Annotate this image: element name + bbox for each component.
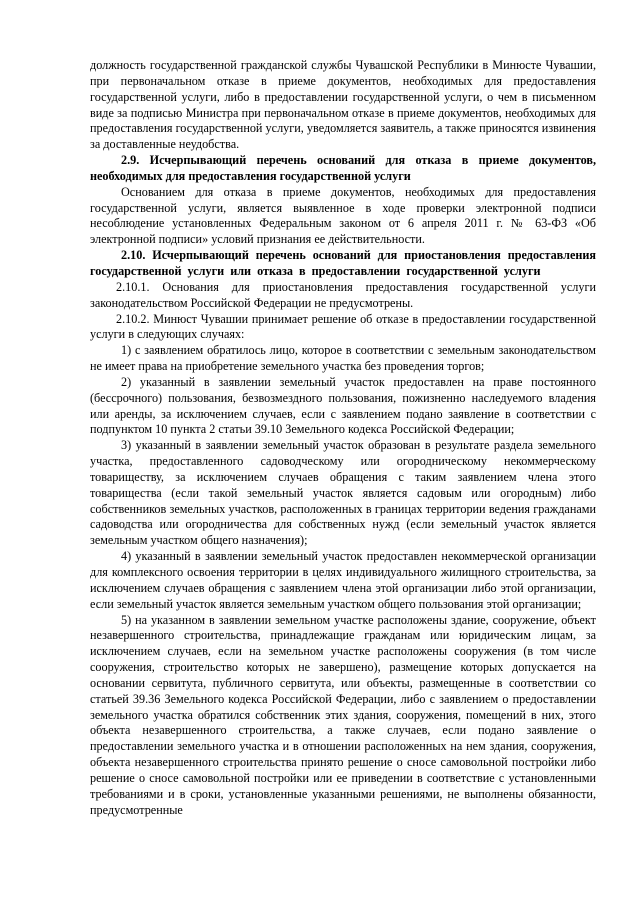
paragraph-2-9: Основанием для отказа в приеме документов, необходимых для предоставления государственной услуги, является выявленное в ходе проверки электронной подписи несоблюдение установленных Федеральным законом от 6 апреля 2011 г. № 63-ФЗ «Об электронной подписи» условий признания ее действительности. xyxy=(90,184,596,247)
document-body xyxy=(90,58,596,819)
paragraph-intro: должность государственной гражданской службы Чувашской Республики в Минюсте Чувашии, при первоначальном отказе в приеме документов, необходимых для предоставления государственной услуги, либо в предоставлении государственной услуги, о чем в письменном виде за подписью Министра при первоначальном отказе в приеме документов, необходимых для предоставления государственной услуги, уведомляется заявитель, а также приносятся извинения за доставленные неудобства. xyxy=(90,58,596,152)
section-heading-2-9: 2.9. Исчерпывающий перечень оснований для отказа в приеме документов, необходимых для предоставления государственной услуги xyxy=(90,153,596,183)
list-item-4: 4) указанный в заявлении земельный участок предоставлен некоммерческой организации для комплексного освоения территории в целях индивидуального жилищного строительства, за исключением случаев обращения с заявлением члена этой организации либо этой организации, если земельный участок является земельным участком общего пользования этой организации; xyxy=(90,549,596,611)
list-item-2: 2) указанный в заявлении земельный участок предоставлен на праве постоянного (бессрочного) пользования, безвозмездного пользования, пожизненно наследуемого владения или аренды, за исключением случаев, если с заявлением подано заявление в соответствии с подпунктом 10 пункта 2 статьи 39.10 Земельного кодекса Российской Федерации; xyxy=(90,374,596,437)
list-item-1: 1) с заявлением обратилось лицо, которое в соответствии с земельным законодательством не имеет права на приобретение земельного участка без проведения торгов; xyxy=(90,343,596,374)
paragraph-2-10-2: 2.10.2. Минюст Чувашии принимает решение об отказе в предоставлении государственной услуги в следующих случаях: xyxy=(90,311,596,342)
paragraph-2-10-1: 2.10.1. Основания для приостановления предоставления государственной услуги законодательством Российской Федерации не предусмотрены. xyxy=(90,279,596,310)
section-heading-2-10: 2.10. Исчерпывающий перечень оснований для приостановления предоставления государственной услуги или отказа в предоставлении государственной услуги xyxy=(90,248,596,278)
list-item-3: 3) указанный в заявлении земельный участок образован в результате раздела земельного участка, предоставленного садоводческому или огородническому некоммерческому товариществу, за исключением случаев обращения с таким заявлением члена этого товарищества (если такой земельный участок является садовым или огородным) либо собственников земельных участков, расположенных в границах территории ведения гражданами садоводства или огородничества для собственных нужд (если земельный участок является земельным участком общего назначения); xyxy=(90,438,596,548)
list-item-5: 5) на указанном в заявлении земельном участке расположены здание, сооружение, объект незавершенного строительства, принадлежащие гражданам или юридическим лицам, за исключением случаев, если на земельном участке расположены сооружения (в том числе сооружения, строительство которых не завершено), размещение которых допускается на основании сервитута, публичного сервитута, или объекты, размещенные в соответствии со статьей 39.36 Земельного кодекса Российской Федерации, либо с заявлением о предоставлении земельного участка обратился собственник этих здания, сооружения, помещений в них, этого объекта незавершенного строительства, а также случаев, если подано заявление о предоставлении земельного участка и в отношении расположенных на нем здания, сооружения, объекта незавершенного строительства принято решение о сносе самовольной постройки либо решение о сносе самовольной постройки или ее приведении в соответствие с установленными требованиями и в сроки, установленные указанными решениями, не выполнены обязанности, предусмотренные xyxy=(90,612,596,817)
